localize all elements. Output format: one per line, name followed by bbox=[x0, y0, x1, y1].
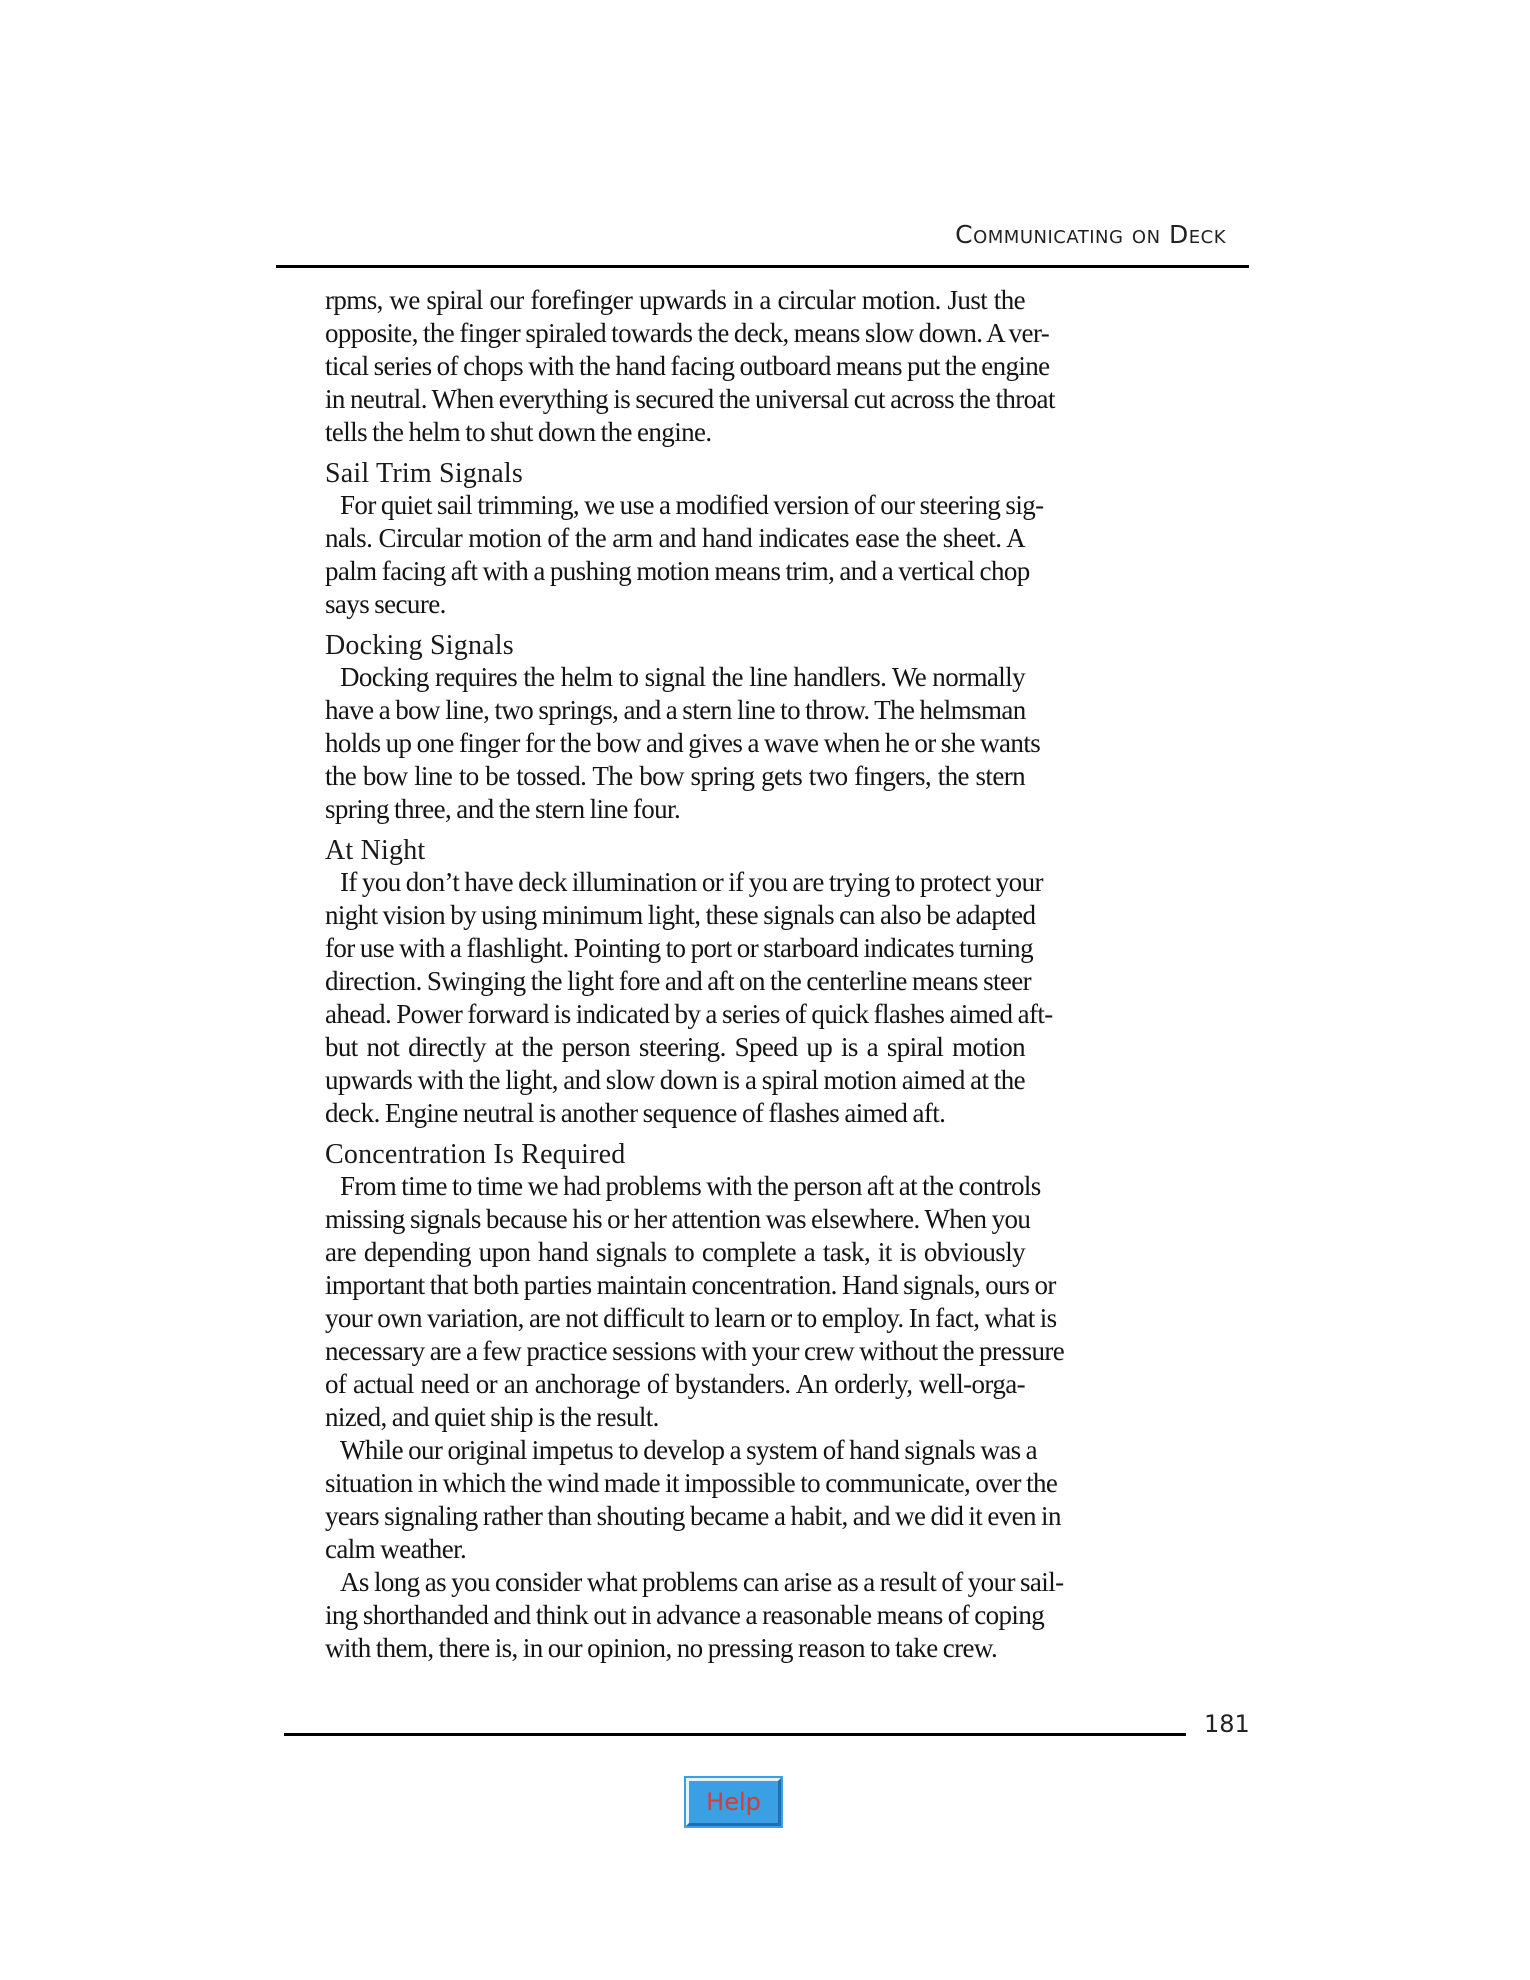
text-line: If you don’t have deck illumination or if you are trying to protect your bbox=[340, 867, 1043, 897]
section-heading: Sail Trim Signals bbox=[325, 458, 523, 489]
text-column bbox=[325, 284, 1065, 1665]
text-line: deck. Engine neutral is another sequence of flashes aimed aft. bbox=[325, 1098, 946, 1128]
text-line: upwards with the light, and slow down is a spiral motion aimed at the bbox=[325, 1065, 1025, 1095]
text-line: direction. Swinging the light fore and aft on the centerline means steer bbox=[325, 966, 1032, 996]
section-docking-signals bbox=[325, 630, 1041, 826]
section-concentration-is-required bbox=[325, 1139, 1065, 1665]
header-rule bbox=[276, 265, 1249, 268]
text-line: your own variation, are not difficult to learn or to employ. In fact, what is bbox=[325, 1303, 1057, 1333]
text-line: situation in which the wind made it impossible to communicate, over the bbox=[325, 1468, 1058, 1498]
text-line: While our original impetus to develop a system of hand signals was a bbox=[340, 1435, 1038, 1465]
text-line: in neutral. When everything is secured the universal cut across the throat bbox=[325, 384, 1055, 414]
text-line: years signaling rather than shouting became a habit, and we did it even in bbox=[325, 1501, 1061, 1531]
text-line: Docking requires the helm to signal the line handlers. We normally bbox=[340, 662, 1025, 692]
text-line: are depending upon hand signals to complete a task, it is obviously bbox=[325, 1237, 1025, 1267]
text-line: For quiet sail trimming, we use a modified version of our steering sig- bbox=[340, 490, 1044, 520]
text-line: calm weather. bbox=[325, 1534, 467, 1564]
text-line: for use with a flashlight. Pointing to port or starboard indicates turning bbox=[325, 933, 1033, 963]
text-line: have a bow line, two springs, and a stern line to throw. The helmsman bbox=[325, 695, 1026, 725]
section-heading: Concentration Is Required bbox=[325, 1139, 626, 1170]
section-sail-trim-signals bbox=[325, 458, 1044, 621]
text-line: tells the helm to shut down the engine. bbox=[325, 417, 712, 447]
text-line: important that both parties maintain concentration. Hand signals, ours or bbox=[325, 1270, 1056, 1300]
text-line: nals. Circular motion of the arm and hand indicates ease the sheet. A bbox=[325, 523, 1025, 553]
text-line: holds up one finger for the bow and gives a wave when he or she wants bbox=[325, 728, 1041, 758]
text-line: opposite, the finger spiraled towards the deck, means slow down. A ver- bbox=[325, 318, 1050, 348]
text-line: From time to time we had problems with the person aft at the controls bbox=[340, 1171, 1041, 1201]
text-line: missing signals because his or her attention was elsewhere. When you bbox=[325, 1204, 1031, 1234]
running-head-title: Communicating on Deck bbox=[955, 220, 1226, 249]
footer-rule bbox=[284, 1733, 1186, 1736]
text-line: tical series of chops with the hand facing outboard means put the engine bbox=[325, 351, 1050, 381]
text-line: palm facing aft with a pushing motion means trim, and a vertical chop bbox=[325, 556, 1030, 586]
text-line: spring three, and the stern line four. bbox=[325, 794, 681, 824]
text-line: ahead. Power forward is indicated by a series of quick flashes aimed aft- bbox=[325, 999, 1053, 1029]
text-line: nized, and quiet ship is the result. bbox=[325, 1402, 659, 1432]
text-line: but not directly at the person steering. Speed up is a spiral motion bbox=[325, 1032, 1025, 1062]
text-line: As long as you consider what problems can arise as a result of your sail- bbox=[340, 1567, 1064, 1597]
text-line: necessary are a few practice sessions with your crew without the pressure bbox=[325, 1336, 1065, 1366]
section-heading: Docking Signals bbox=[325, 630, 514, 661]
text-line: with them, there is, in our opinion, no pressing reason to take crew. bbox=[325, 1633, 998, 1663]
text-line: ing shorthanded and think out in advance a reasonable means of coping bbox=[325, 1600, 1045, 1630]
text-line: says secure. bbox=[325, 589, 446, 619]
section-heading: At Night bbox=[325, 835, 426, 866]
text-line: night vision by using minimum light, these signals can also be adapted bbox=[325, 900, 1036, 930]
text-line: rpms, we spiral our forefinger upwards in a circular motion. Just the bbox=[325, 285, 1025, 315]
section-at-night bbox=[325, 835, 1053, 1130]
text-line: of actual need or an anchorage of bystanders. An orderly, well-orga- bbox=[325, 1369, 1025, 1399]
text-line: the bow line to be tossed. The bow spring gets two fingers, the stern bbox=[325, 761, 1025, 791]
page-number: 181 bbox=[1204, 1710, 1250, 1738]
intro-paragraph bbox=[325, 284, 1055, 449]
help-button[interactable]: Help bbox=[686, 1778, 781, 1826]
